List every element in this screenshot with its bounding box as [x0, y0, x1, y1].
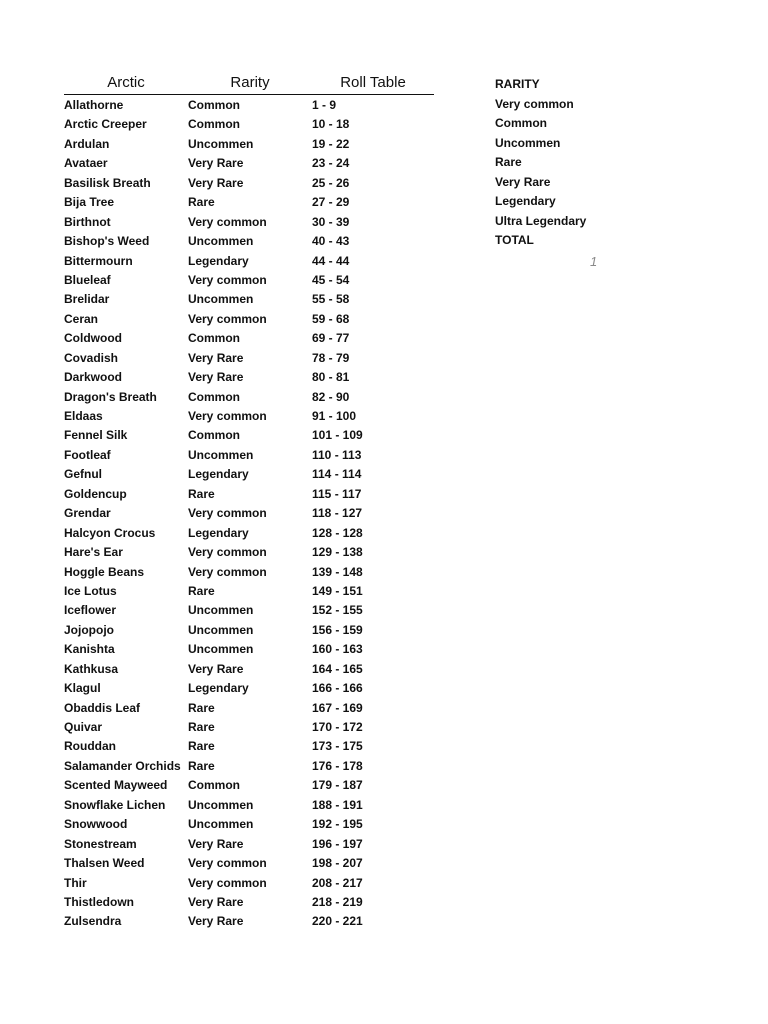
roll-range-cell: 110 - 113 [312, 447, 362, 462]
herb-name-cell: Snowflake Lichen [64, 797, 166, 812]
table-row [64, 426, 434, 445]
herb-name-cell: Covadish [64, 350, 119, 365]
roll-range-cell: 170 - 172 [312, 720, 363, 734]
table-header [64, 72, 434, 95]
table-row [64, 349, 434, 368]
roll-range-cell: 129 - 138 [312, 545, 363, 560]
roll-range-cell: 78 - 79 [312, 350, 350, 365]
rarity-cell: Uncommen [188, 622, 254, 637]
table-row [64, 835, 434, 854]
table-row [64, 446, 434, 465]
herb-name-cell: Ardulan [64, 136, 110, 151]
table-row [64, 718, 434, 737]
roll-range-cell: 208 - 217 [312, 875, 363, 890]
table-row [64, 543, 434, 562]
roll-range-cell: 149 - 151 [312, 583, 363, 598]
table-row [64, 524, 434, 543]
rarity-cell: Very common [188, 875, 267, 890]
herb-name-cell: Goldencup [64, 486, 127, 501]
legend-item: Very Rare [495, 174, 551, 189]
table-row [64, 660, 434, 679]
legend-item: Legendary [495, 194, 556, 209]
roll-range-cell: 27 - 29 [312, 195, 350, 210]
table-row [64, 193, 434, 212]
herb-name-cell: Arctic Creeper [64, 117, 147, 132]
table-row [64, 465, 434, 484]
roll-range-cell: 101 - 109 [312, 428, 363, 443]
herb-roll-table [64, 72, 434, 932]
rarity-cell: Common [188, 98, 240, 112]
roll-range-cell: 167 - 169 [312, 700, 363, 715]
roll-range-cell: 40 - 43 [312, 234, 350, 249]
legend-title: RARITY [495, 77, 540, 91]
table-row [64, 776, 434, 795]
table-row [64, 757, 434, 776]
roll-range-cell: 179 - 187 [312, 778, 363, 793]
rarity-cell: Very Rare [188, 914, 244, 929]
table-row [64, 252, 434, 271]
roll-range-cell: 91 - 100 [312, 409, 357, 423]
rarity-cell: Very common [188, 856, 267, 871]
table-row [64, 407, 434, 426]
herb-name-cell: Jojopojo [64, 622, 114, 637]
table-row [64, 232, 434, 251]
roll-range-cell: 115 - 117 [312, 486, 362, 501]
rarity-cell: Uncommen [188, 642, 254, 657]
table-row [64, 912, 434, 931]
rarity-cell: Common [188, 117, 240, 132]
herb-name-cell: Footleaf [64, 447, 111, 462]
rarity-cell: Very Rare [188, 836, 244, 851]
table-row [64, 893, 434, 912]
roll-range-cell: 45 - 54 [312, 272, 350, 287]
table-row [64, 504, 434, 523]
table-row [64, 796, 434, 815]
rarity-cell: Legendary [188, 467, 249, 482]
legend-item: Ultra Legendary [495, 213, 587, 228]
table-row [64, 874, 434, 893]
roll-range-cell: 166 - 166 [312, 681, 363, 696]
herb-name-cell: Halcyon Crocus [64, 525, 156, 540]
roll-range-cell: 114 - 114 [312, 467, 362, 482]
roll-range-cell: 128 - 128 [312, 525, 363, 540]
roll-range-cell: 1 - 9 [312, 98, 337, 112]
legend-list [495, 95, 635, 251]
rarity-cell: Rare [188, 720, 215, 734]
rarity-cell: Very common [188, 564, 267, 579]
rarity-cell: Very common [188, 545, 267, 560]
herb-name-cell: Blueleaf [64, 272, 111, 287]
rarity-cell: Legendary [188, 525, 249, 540]
table-row [64, 115, 434, 134]
herb-name-cell: Hare's Ear [64, 545, 123, 560]
herb-name-cell: Bija Tree [64, 195, 115, 210]
legend-item: Common [495, 116, 547, 131]
herb-name-cell: Salamander Orchids [64, 758, 181, 773]
table-row [64, 485, 434, 504]
herb-name-cell: Hoggle Beans [64, 564, 145, 579]
roll-range-cell: 156 - 159 [312, 622, 363, 637]
rarity-cell: Very common [188, 506, 267, 521]
table-row [64, 368, 434, 387]
table-row [64, 271, 434, 290]
herb-name-cell: Darkwood [64, 370, 123, 385]
herb-name-cell: Gefnul [64, 467, 102, 482]
legend-item: TOTAL [495, 233, 534, 248]
herb-name-cell: Ceran [64, 311, 99, 326]
roll-range-cell: 192 - 195 [312, 817, 363, 832]
herb-name-cell: Dragon's Breath [64, 389, 157, 404]
rarity-cell: Rare [188, 195, 215, 210]
table-row [64, 563, 434, 582]
table-row [64, 582, 434, 601]
rarity-cell: Very Rare [188, 350, 244, 365]
rarity-cell: Very common [188, 272, 267, 287]
rarity-cell: Very common [188, 311, 267, 326]
table-row [64, 135, 434, 154]
rarity-cell: Uncommen [188, 292, 254, 307]
rarity-cell: Uncommen [188, 603, 254, 618]
roll-range-cell: 69 - 77 [312, 331, 350, 346]
roll-range-cell: 44 - 44 [312, 253, 350, 268]
herb-name-cell: Rouddan [64, 739, 116, 754]
herb-name-cell: Avataer [64, 156, 108, 171]
column-header-arctic: Arctic [107, 74, 145, 91]
herb-name-cell: Eldaas [64, 409, 103, 423]
roll-range-cell: 173 - 175 [312, 739, 363, 754]
herb-name-cell: Bittermourn [64, 253, 133, 268]
herb-name-cell: Grendar [64, 506, 111, 521]
rarity-cell: Legendary [188, 253, 249, 268]
table-row [64, 213, 434, 232]
roll-range-cell: 139 - 148 [312, 564, 363, 579]
herb-name-cell: Kanishta [64, 642, 115, 657]
roll-range-cell: 196 - 197 [312, 836, 363, 851]
roll-range-cell: 19 - 22 [312, 136, 350, 151]
table-row [64, 154, 434, 173]
rarity-cell: Rare [188, 700, 215, 715]
rarity-cell: Common [188, 331, 240, 346]
roll-range-cell: 82 - 90 [312, 389, 350, 404]
herb-name-cell: Thalsen Weed [64, 856, 145, 871]
herb-name-cell: Snowwood [64, 817, 128, 832]
roll-range-cell: 188 - 191 [312, 797, 363, 812]
table-row [64, 854, 434, 873]
roll-range-cell: 10 - 18 [312, 117, 350, 132]
rarity-cell: Rare [188, 739, 215, 754]
rarity-cell: Rare [188, 583, 215, 598]
herb-name-cell: Thistledown [64, 894, 134, 909]
roll-range-cell: 23 - 24 [312, 156, 350, 171]
herb-name-cell: Quivar [64, 720, 103, 734]
roll-range-cell: 152 - 155 [312, 603, 363, 618]
rarity-cell: Uncommen [188, 234, 254, 249]
herb-name-cell: Kathkusa [64, 661, 119, 676]
herb-name-cell: Iceflower [64, 603, 117, 618]
herb-name-cell: Coldwood [64, 331, 122, 346]
rarity-cell: Very common [188, 409, 267, 423]
column-header-roll-table: Roll Table [340, 74, 406, 91]
roll-range-cell: 30 - 39 [312, 214, 350, 229]
rarity-cell: Common [188, 428, 240, 443]
rarity-cell: Legendary [188, 681, 249, 696]
roll-range-cell: 80 - 81 [312, 370, 350, 385]
herb-name-cell: Obaddis Leaf [64, 700, 141, 715]
rarity-cell: Very Rare [188, 175, 244, 190]
rarity-cell: Uncommen [188, 136, 254, 151]
roll-range-cell: 55 - 58 [312, 292, 350, 307]
table-row [64, 290, 434, 309]
roll-range-cell: 198 - 207 [312, 856, 363, 871]
table-row [64, 621, 434, 640]
roll-range-cell: 176 - 178 [312, 758, 363, 773]
table-row [64, 388, 434, 407]
legend-item: Rare [495, 155, 522, 170]
herb-name-cell: Zulsendra [64, 914, 122, 929]
herb-name-cell: Allathorne [64, 98, 124, 112]
roll-range-cell: 220 - 221 [312, 914, 363, 929]
table-body [64, 96, 434, 932]
rarity-legend [495, 74, 635, 251]
rarity-cell: Common [188, 389, 240, 404]
rarity-cell: Rare [188, 758, 215, 773]
roll-range-cell: 218 - 219 [312, 894, 363, 909]
herb-name-cell: Basilisk Breath [64, 175, 151, 190]
table-row [64, 96, 434, 115]
herb-name-cell: Thir [64, 875, 87, 890]
rarity-cell: Rare [188, 486, 215, 501]
herb-name-cell: Fennel Silk [64, 428, 128, 443]
rarity-cell: Common [188, 778, 240, 793]
table-row [64, 679, 434, 698]
table-row [64, 640, 434, 659]
legend-item: Uncommen [495, 135, 561, 150]
roll-range-cell: 164 - 165 [312, 661, 363, 676]
herb-name-cell: Stonestream [64, 836, 137, 851]
herb-name-cell: Brelidar [64, 292, 110, 307]
rarity-cell: Uncommen [188, 447, 254, 462]
table-row [64, 310, 434, 329]
rarity-cell: Very common [188, 214, 267, 229]
rarity-cell: Very Rare [188, 894, 244, 909]
column-header-rarity: Rarity [230, 74, 270, 91]
legend-item: Very common [495, 97, 574, 111]
rarity-cell: Very Rare [188, 370, 244, 385]
table-row [64, 174, 434, 193]
rarity-cell: Uncommen [188, 817, 254, 832]
page-number: 1 [590, 254, 598, 269]
roll-range-cell: 25 - 26 [312, 175, 350, 190]
table-row [64, 601, 434, 620]
roll-range-cell: 160 - 163 [312, 642, 363, 657]
roll-range-cell: 118 - 127 [312, 506, 363, 521]
herb-name-cell: Bishop's Weed [64, 234, 150, 249]
rarity-cell: Very Rare [188, 661, 244, 676]
rarity-cell: Uncommen [188, 797, 254, 812]
table-row [64, 737, 434, 756]
herb-name-cell: Birthnot [64, 214, 111, 229]
roll-range-cell: 59 - 68 [312, 311, 350, 326]
herb-name-cell: Scented Mayweed [64, 778, 168, 793]
table-row [64, 699, 434, 718]
rarity-cell: Very Rare [188, 156, 244, 171]
table-row [64, 329, 434, 348]
herb-name-cell: Ice Lotus [64, 583, 117, 598]
herb-name-cell: Klagul [64, 681, 101, 696]
table-row [64, 815, 434, 834]
